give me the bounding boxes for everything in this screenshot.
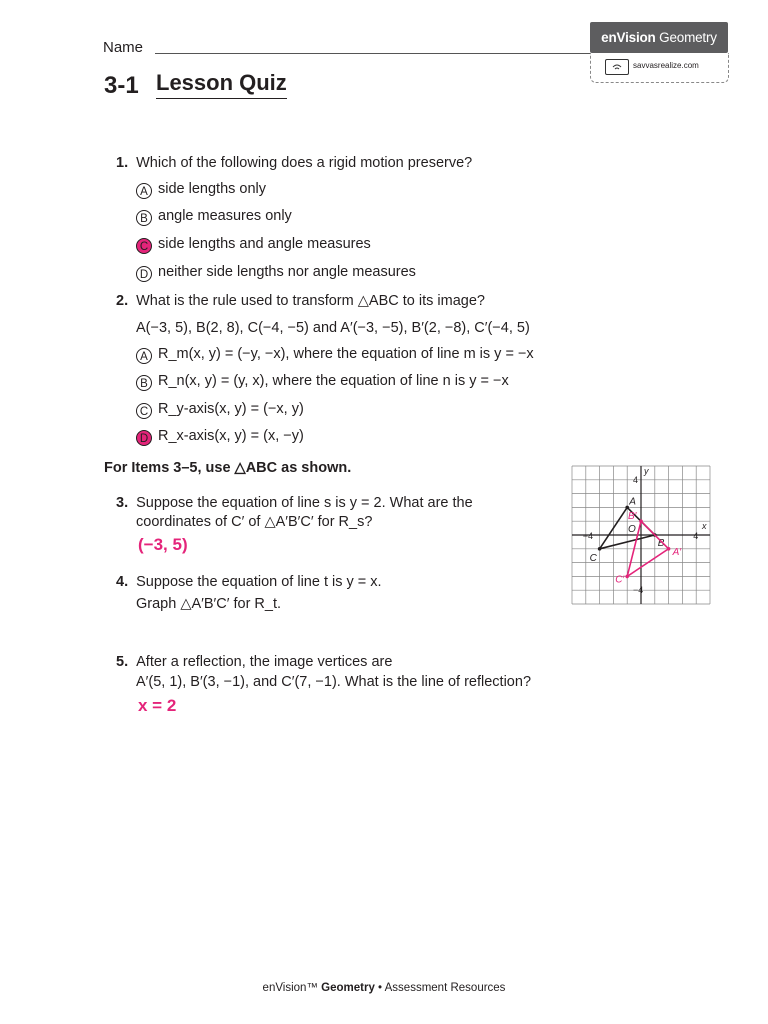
choice-text: R_n(x, y) = (y, x), where the equation of line n is y = −x (158, 373, 509, 389)
vertex-point (625, 575, 629, 579)
footer-brand: enVision™ (262, 982, 318, 994)
choice-text: R_m(x, y) = (−y, −x), where the equation of line m is y = −x (158, 346, 534, 362)
answer-3: (−3, 5) (138, 535, 188, 554)
name-line[interactable] (155, 53, 590, 54)
vertex-label: A′ (672, 546, 682, 558)
vertex-label: C (589, 552, 597, 564)
y-axis-label: y (644, 466, 649, 476)
choice-text: R_x-axis(x, y) = (x, −y) (158, 428, 304, 444)
q1-choice-b[interactable] (136, 208, 292, 226)
vertex-label: C′ (615, 574, 625, 586)
brand-logo (590, 22, 728, 53)
choice-letter: B (136, 210, 152, 226)
coordinate-graph (566, 464, 716, 609)
question-text: After a reflection, the image vertices are (136, 654, 393, 670)
choice-text: side lengths and angle measures (158, 236, 371, 252)
x-tick-label: 4 (693, 531, 699, 541)
question-1 (116, 153, 472, 173)
choice-text: R_y-axis(x, y) = (−x, y) (158, 401, 304, 417)
q2-given: A(−3, 5), B(2, 8), C(−4, −5) and A′(−3, −5), B′(2, −8), C′(−4, 5) (136, 320, 530, 336)
choice-letter: D (136, 266, 152, 282)
brand-suffix: Geometry (659, 30, 717, 45)
question-number: 4. (116, 574, 129, 590)
choice-letter: A (136, 348, 152, 364)
choice-text: side lengths only (158, 181, 267, 197)
choice-text: angle measures only (158, 208, 292, 224)
q1-choice-a[interactable] (136, 181, 266, 199)
question-text: Which of the following does a rigid motion preserve? (136, 155, 473, 171)
y-tick-label: −4 (633, 585, 644, 596)
question-2 (116, 291, 485, 311)
q2-choice-c[interactable] (136, 401, 304, 419)
brand-prefix: enVision (601, 30, 656, 45)
x-axis-label: x (702, 521, 707, 531)
vertex-label: B (657, 538, 665, 549)
laptop-icon (605, 59, 629, 75)
question-text: What is the rule used to transform △ABC to its image? (136, 293, 485, 309)
q1-choice-d[interactable] (136, 264, 416, 282)
name-label: Name (103, 39, 144, 56)
question-3-line2: coordinates of C′ of △A′B′C′ for R_s? (136, 514, 373, 530)
vertex-label: B′ (628, 511, 637, 523)
footer-separator: • (374, 982, 385, 994)
question-4 (116, 572, 382, 592)
question-number: 3. (116, 495, 129, 511)
website-text: savvasrealize.com (633, 61, 699, 70)
choice-letter: A (136, 183, 152, 199)
choice-text: neither side lengths nor angle measures (158, 264, 416, 280)
question-number: 5. (116, 654, 129, 670)
footer (0, 982, 768, 994)
vertex-point (639, 519, 643, 523)
question-number: 1. (116, 155, 129, 171)
question-number: 2. (116, 293, 129, 309)
q1-choice-c[interactable] (136, 236, 371, 254)
origin-label: O (628, 524, 636, 535)
question-3 (116, 493, 473, 513)
footer-section: Assessment Resources (384, 982, 506, 994)
vertex-label: A (629, 496, 636, 508)
lesson-number: 3-1 (104, 72, 139, 99)
items-heading: For Items 3–5, use △ABC as shown. (104, 460, 352, 476)
question-text: Suppose the equation of line s is y = 2. What are the (136, 495, 473, 511)
q2-choice-d[interactable] (136, 428, 304, 446)
question-4-line2: Graph △A′B′C′ for R_t. (136, 596, 282, 612)
question-text: Suppose the equation of line t is y = x. (136, 574, 382, 590)
vertex-point (667, 547, 671, 551)
y-tick-label: 4 (633, 474, 639, 485)
vertex-point (598, 547, 602, 551)
choice-letter: C (136, 403, 152, 419)
footer-product: Geometry (321, 982, 375, 994)
q2-choice-b[interactable] (136, 373, 509, 391)
choice-letter-selected: C (136, 238, 152, 254)
question-5 (116, 652, 392, 672)
answer-5: x = 2 (138, 696, 177, 715)
x-tick-label: −4 (582, 531, 594, 541)
lesson-title: Lesson Quiz (156, 70, 287, 99)
q2-choice-a[interactable] (136, 346, 534, 364)
choice-letter: B (136, 375, 152, 391)
choice-letter-selected: D (136, 430, 152, 446)
question-5-line2: A′(5, 1), B′(3, −1), and C′(7, −1). What is the line of reflection? (136, 674, 532, 690)
